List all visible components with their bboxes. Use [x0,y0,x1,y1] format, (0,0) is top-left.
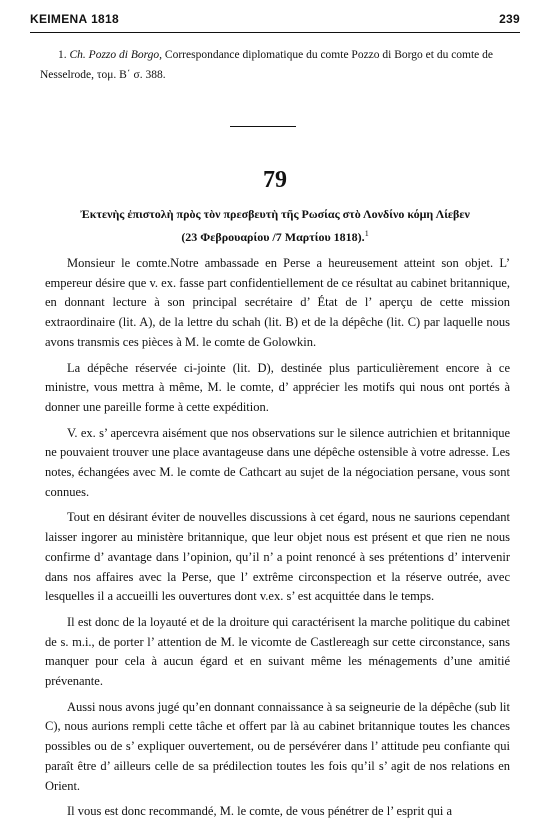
footnote [40,45,510,85]
letter-body [45,254,510,828]
running-head [30,12,520,30]
running-head-title: ΚΕΙΜΕΝΑ 1818 [30,12,119,26]
document-number: 79 [263,167,287,193]
body-paragraph: V. ex. s’ apercevra aisément que nos observations sur le silence autrichien et britannique ne pouvaient trouver une place avantageuse dans une dépêche ostensible à votre adresse. Les notes, échangées avec M. le comte de Cathcart au sujet de la négociation persane, vous sont connues. [45,425,510,499]
body-paragraph: Tout en désirant éviter de nouvelles discussions à cet égard, nous ne saurions cependant laisser ingorer au ministère britannique, que leur objet nous est présent et que rien ne nous confirme d’ avantage dans l’opinion, qu’il n’ a point renoncé à ses prétentions d’ intervenir dans nos affaires avec la Perse, que l’ extrême circonspection et la réserve outrée, avec lesquelles il a accueilli les ouvertures dont v.ex. s’ est acquittée dans le temps. [45,510,510,604]
body-paragraph: La dépêche réservée ci-jointe (lit. D), destinée plus particulièrement encore à ce ministre, vous mettra à même, M. le comte, d’ apprécier les motifs qui nous ont portés à donner une pareille forme à cette expédition. [45,360,510,414]
document-heading-date-line [40,224,510,247]
document-heading-title: Ἐκτενὴς ἐπιστολὴ πρὸς τὸν πρεσβευτὴ τῆς Ρωσίας στὸ Λονδίνο κόμη Λίεβεν [80,207,470,221]
footnote-text: Correspondance diplomatique du comte Pozzo di Borgo et du comte de Nesselrode, τομ. Β΄ σ. 388. [40,49,494,81]
footnote-marker: 1 [364,229,369,238]
page-number: 239 [499,12,520,26]
section-separator-rule [230,126,296,127]
footnote-number: 1. [58,49,67,61]
body-paragraph: Aussi nous avons jugé qu’en donnant connaissance à sa seigneurie de la dépêche (sub lit C), nous aurions rempli cette tâche et offert par là au cabinet britannique toutes les chances possibles ou de s’ expliquer ouvertement, ou de persévérer dans l’ attitude peu confiante qui paraît être d’ ailleurs celle de sa prédilection toutes les fois qu’il s’ agit de nos relations en Orient. [45,699,510,793]
document-heading [40,204,510,247]
header-rule [30,32,520,33]
body-paragraph: Il vous est donc recommandé, M. le comte, de vous pénétrer de l’ esprit qui a [67,804,453,819]
document-heading-date: (23 Φεβρουαρίου /7 Μαρτίου 1818). [181,230,365,244]
body-paragraph: Il est donc de la loyauté et de la droiture qui caractérisent la marche politique du cabinet de s. m.i., de porter l’ attention de M. le vicomte de Castlereagh sur cette circonstance, sans manquer pour cela à aucun égard et en suivant même les ménagements d’une amitié prévenante. [45,614,510,689]
body-paragraph: Monsieur le comte.Notre ambassade en Perse a heureusement atteint son objet. L’ empereur désire que v. ex. fasse part confidentiellement de ce résultat au cabinet britannique, en donnant lecture à son principal secrétaire d’ État de l’ aperçu de cette mission extraordinaire (lit. A), de la lettre du schah (lit. B) et de la dépêche (lit. C) par laquelle nous avons transmis ces pièces à M. le comte de Golowkin. [45,256,510,349]
footnote-author: Ch. Pozzo di Borgo, [69,49,163,61]
